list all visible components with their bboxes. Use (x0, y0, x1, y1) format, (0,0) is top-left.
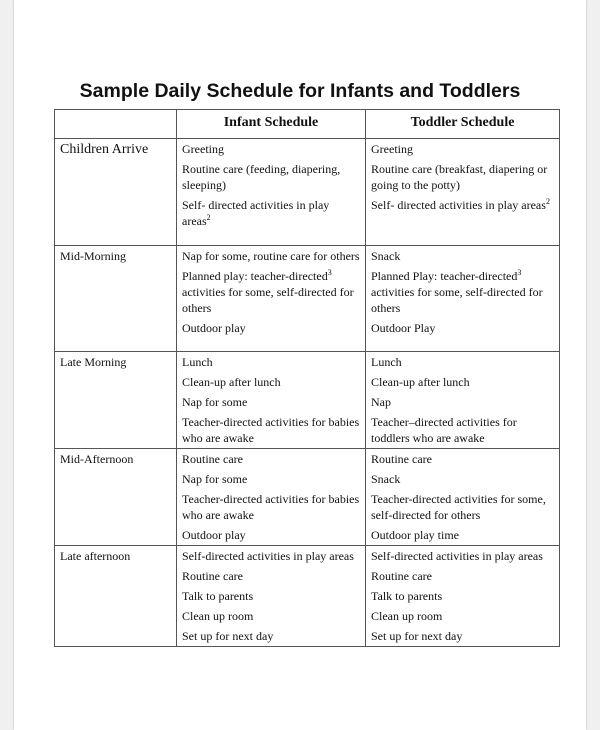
table-row (55, 246, 560, 352)
infant-cell (177, 352, 366, 449)
activity-item: Greeting (182, 142, 224, 156)
activity-item: Lunch (371, 355, 402, 369)
activity-item: Talk to parents (182, 589, 254, 603)
table-row (55, 449, 560, 546)
header-infant-schedule: Infant Schedule (177, 110, 366, 139)
document-page (14, 0, 586, 730)
activity-item: Routine care (371, 569, 432, 583)
activity-item: Snack (371, 249, 401, 263)
activity-item: Routine care (feeding, diapering, sleeping) (182, 162, 341, 192)
footnote-mark: 2 (545, 197, 550, 206)
activity-item: Greeting (371, 142, 413, 156)
table-row (55, 546, 560, 647)
activity-item: Outdoor play (182, 528, 246, 542)
table-row (55, 352, 560, 449)
activity-item: Nap for some (182, 472, 248, 486)
activity-item: Nap for some (182, 395, 248, 409)
activity-item: Self-directed activities in play areas (371, 549, 543, 563)
activity-item: Nap for some, routine care for others (182, 249, 360, 263)
footnote-mark: 3 (517, 268, 522, 277)
activity-item: Clean up room (371, 609, 443, 623)
infant-cell (177, 449, 366, 546)
activity-item: Self-directed activities in play areas (182, 549, 354, 563)
activity-item: Clean-up after lunch (371, 375, 470, 389)
activity-item: Planned play: teacher-directed$^3$ activities for some, self-directed for others (182, 268, 354, 315)
time-cell: Late Morning (55, 352, 177, 449)
activity-item: Teacher-directed activities for babies who are awake (182, 492, 360, 522)
toddler-cell (366, 546, 560, 647)
header-time (55, 110, 177, 139)
activity-item: Clean-up after lunch (182, 375, 281, 389)
activity-item: Outdoor play (182, 321, 246, 335)
activity-item: Outdoor play time (371, 528, 459, 542)
toddler-cell (366, 246, 560, 352)
activity-item: Set up for next day (182, 629, 274, 643)
time-cell: Mid-Morning (55, 246, 177, 352)
infant-cell (177, 139, 366, 246)
toddler-cell (366, 449, 560, 546)
activity-item: Routine care (182, 569, 243, 583)
activity-item: Set up for next day (371, 629, 463, 643)
toddler-cell (366, 139, 560, 246)
activity-item: Self- directed activities in play areas$^2$ (371, 197, 550, 212)
activity-item: Clean up room (182, 609, 254, 623)
activity-item: Talk to parents (371, 589, 443, 603)
activity-item: Routine care (182, 452, 243, 466)
activity-item: Nap (371, 395, 391, 409)
header-toddler-schedule: Toddler Schedule (366, 110, 560, 139)
toddler-cell (366, 352, 560, 449)
activity-item: Teacher–directed activities for toddlers who are awake (371, 415, 517, 445)
time-cell: Mid-Afternoon (55, 449, 177, 546)
schedule-table (54, 109, 560, 647)
footnote-mark: 3 (327, 268, 332, 277)
activity-item: Self- directed activities in play areas$^2$ (182, 198, 330, 228)
infant-cell (177, 546, 366, 647)
document-title: Sample Daily Schedule for Infants and Toddlers (79, 80, 521, 102)
infant-cell (177, 246, 366, 352)
activity-item: Routine care (breakfast, diapering or going to the potty) (371, 162, 548, 192)
table-header-row (55, 110, 560, 139)
activity-item: Lunch (182, 355, 213, 369)
table-row (55, 139, 560, 246)
activity-item: Teacher-directed activities for babies who are awake (182, 415, 360, 445)
time-cell: Children Arrive (55, 139, 177, 246)
activity-item: Snack (371, 472, 401, 486)
time-cell: Late afternoon (55, 546, 177, 647)
activity-item: Teacher-directed activities for some, self-directed for others (371, 492, 546, 522)
activity-item: Planned Play: teacher-directed$^3$ activities for some, self-directed for others (371, 268, 543, 315)
footnote-mark: 2 (206, 213, 211, 222)
activity-item: Outdoor Play (371, 321, 436, 335)
activity-item: Routine care (371, 452, 432, 466)
